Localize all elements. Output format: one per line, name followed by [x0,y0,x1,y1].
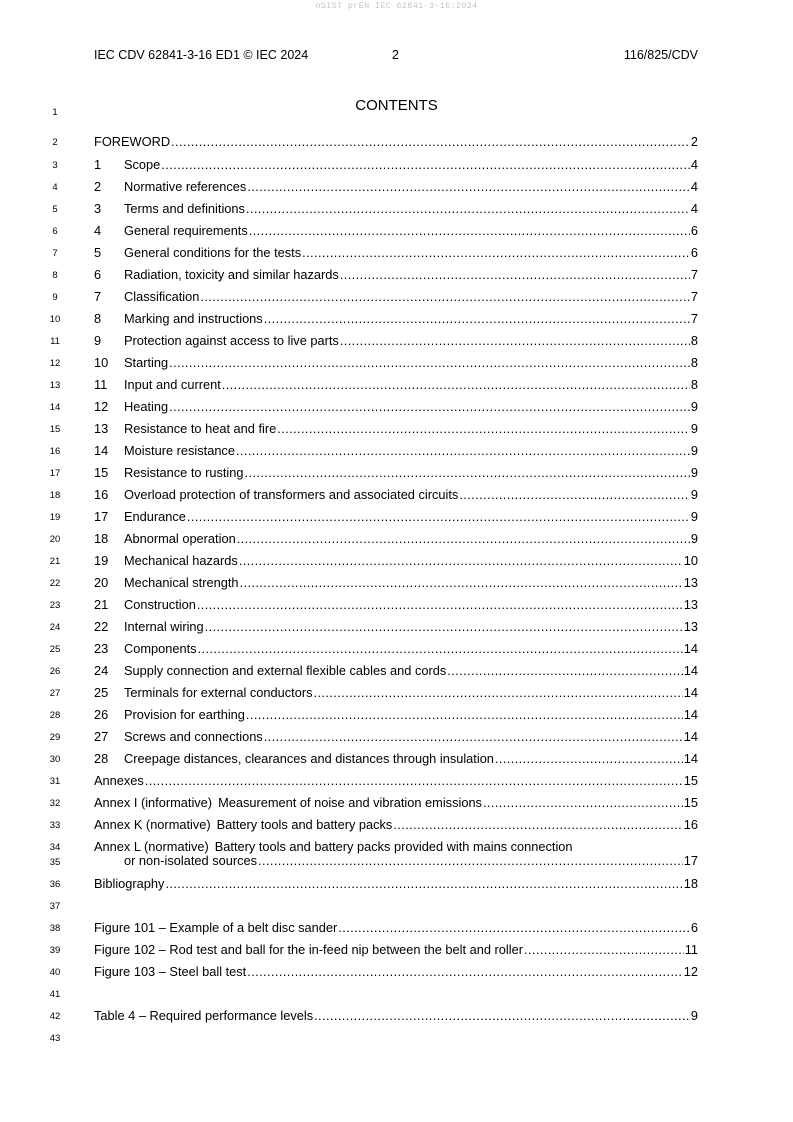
leader-dots [197,597,683,612]
leader-dots [340,333,690,348]
line-number: 10 [49,314,61,325]
toc-entry[interactable] [94,707,698,722]
clause-title: Normative references [124,179,247,194]
header-page-number: 2 [392,48,399,62]
clause-title: Input and current [124,377,221,392]
header-document-code: 116/825/CDV [623,48,698,62]
clause-title: General conditions for the tests [124,245,302,260]
clause-title: Terminals for external conductors [124,685,313,700]
line-number: 12 [49,358,61,369]
line-number: 34 [49,842,61,853]
line-number: 16 [49,446,61,457]
clause-title: Internal wiring [124,619,204,634]
table-title: Table 4 – Required performance levels [94,1008,314,1023]
toc-entry[interactable] [94,575,698,590]
line-number: 36 [49,879,61,890]
line-number: 25 [49,644,61,655]
clause-number: 23 [94,641,109,656]
page-ref: 6 [690,245,698,260]
clause-number: 15 [94,465,109,480]
page-ref: 6 [690,920,698,935]
toc-entry[interactable] [94,355,698,370]
line-number: 9 [52,292,58,303]
toc-entry-annex-l[interactable] [94,839,573,854]
leader-dots [246,707,683,722]
line-number: 2 [52,137,58,148]
line-number: 43 [49,1033,61,1044]
clause-number: 14 [94,443,109,458]
line-number: 41 [49,989,61,1000]
page-ref: 16 [683,817,698,832]
page-ref: 4 [690,157,698,172]
toc-entry[interactable] [94,134,698,149]
page-ref: 14 [683,751,698,766]
clause-title: Construction [124,597,196,612]
line-number: 29 [49,732,61,743]
clause-title: Mechanical hazards [124,553,238,568]
leader-dots [145,773,683,788]
line-number: 20 [49,534,61,545]
annex-label: Annex K (normative) [94,817,211,832]
page-ref: 17 [683,853,698,868]
page-ref: 7 [690,289,698,304]
clause-number: 28 [94,751,109,766]
leader-dots [222,377,690,392]
toc-entry[interactable] [94,223,698,238]
line-number: 14 [49,402,61,413]
page-ref: 12 [683,964,698,979]
toc-entry[interactable] [94,201,698,216]
clause-number: 8 [94,311,102,326]
clause-title: General requirements [124,223,248,238]
line-number: 33 [49,820,61,831]
toc-entry[interactable] [94,421,698,436]
toc-entry-annexes[interactable] [94,773,698,788]
page-ref: 9 [690,443,698,458]
clause-title: Components [124,641,197,656]
clause-number: 7 [94,289,102,304]
page-ref: 9 [690,487,698,502]
toc-entry-annex-k[interactable] [94,817,698,832]
clause-title: Provision for earthing [124,707,245,722]
leader-dots [237,531,690,546]
line-number: 18 [49,490,61,501]
leader-dots [169,399,690,414]
clause-number: 9 [94,333,102,348]
toc-entry[interactable] [94,399,698,414]
clause-number: 20 [94,575,109,590]
toc-entry[interactable] [94,443,698,458]
page-ref: 9 [690,421,698,436]
page-ref: 14 [683,707,698,722]
toc-entry[interactable] [94,641,698,656]
clause-number: 13 [94,421,109,436]
page-ref: 15 [683,795,698,810]
line-number: 22 [49,578,61,589]
header-document-id: IEC CDV 62841-3-16 ED1 © IEC 2024 [94,48,309,62]
clause-title: Supply connection and external flexible cables and cords [124,663,447,678]
clause-number: 27 [94,729,109,744]
clause-title: Endurance [124,509,186,524]
clause-number: 3 [94,201,102,216]
toc-entry-annex-l-continued[interactable] [124,853,698,868]
leader-dots [187,509,690,524]
page-ref: 13 [683,597,698,612]
leader-dots [483,795,683,810]
page-ref: 14 [683,641,698,656]
line-number: 8 [52,270,58,281]
leader-dots [246,201,690,216]
clause-number: 24 [94,663,109,678]
leader-dots [240,575,683,590]
page-ref: 8 [690,333,698,348]
clause-title: Moisture resistance [124,443,235,458]
leader-dots [447,663,683,678]
toc-entry[interactable] [94,509,698,524]
annex-label: Annex L (normative) [94,839,209,854]
toc-entry-figure[interactable] [94,942,698,957]
clause-number: 6 [94,267,102,282]
leader-dots [302,245,690,260]
line-number: 23 [49,600,61,611]
figure-title: Figure 101 – Example of a belt disc sander [94,920,338,935]
toc-entry[interactable] [94,531,698,546]
clause-title: Mechanical strength [124,575,239,590]
toc-entry[interactable] [94,597,698,612]
line-number: 17 [49,468,61,479]
toc-entry[interactable] [94,377,698,392]
line-number: 28 [49,710,61,721]
clause-title: Abnormal operation [124,531,236,546]
toc-entry[interactable] [94,179,698,194]
leader-dots [198,641,683,656]
toc-entry[interactable] [94,487,698,502]
clause-title: Radiation, toxicity and similar hazards [124,267,339,282]
annex-title: Battery tools and battery packs provided with mains connection [214,839,573,854]
clause-title: Creepage distances, clearances and distances through insulation [124,751,494,766]
clause-title: Classification [124,289,200,304]
line-number: 6 [52,226,58,237]
page-ref: 6 [690,223,698,238]
leader-dots [459,487,690,502]
clause-number: 10 [94,355,109,370]
watermark: oSIST prEN IEC 62841-3-16:2024 [315,1,478,11]
clause-number: 1 [94,157,102,172]
clause-title: Overload protection of transformers and associated circuits [124,487,459,502]
bibliography-title: Bibliography [94,876,165,891]
leader-dots [239,553,683,568]
leader-dots [340,267,690,282]
leader-dots [313,685,682,700]
clause-title: Terms and definitions [124,201,245,216]
toc-entry[interactable] [94,333,698,348]
clause-number: 12 [94,399,109,414]
leader-dots [524,942,684,957]
line-number: 7 [52,248,58,259]
toc-entry[interactable] [94,157,698,172]
line-number: 13 [49,380,61,391]
clause-number: 26 [94,707,109,722]
clause-number: 16 [94,487,109,502]
page-ref: 14 [683,663,698,678]
toc-entry[interactable] [94,245,698,260]
toc-entry[interactable] [94,751,698,766]
page-ref: 8 [690,377,698,392]
toc-entry[interactable] [94,553,698,568]
line-number: 39 [49,945,61,956]
annex-title: Measurement of noise and vibration emissions [218,795,482,810]
page-title: CONTENTS [355,97,438,114]
clause-title: Marking and instructions [124,311,263,326]
toc-entry[interactable] [94,619,698,634]
leader-dots [245,465,690,480]
clause-title: Resistance to rusting [124,465,244,480]
annex-title: Battery tools and battery packs [216,817,393,832]
leader-dots [169,355,690,370]
line-number: 40 [49,967,61,978]
line-number: 38 [49,923,61,934]
line-number: 31 [49,776,61,787]
leader-dots [161,157,690,172]
line-number: 24 [49,622,61,633]
leader-dots [393,817,682,832]
clause-title: Screws and connections [124,729,263,744]
line-number: 1 [52,107,58,118]
page-ref: 4 [690,201,698,216]
line-number: 30 [49,754,61,765]
line-number: 15 [49,424,61,435]
clause-number: 17 [94,509,109,524]
clause-number: 22 [94,619,109,634]
leader-dots [247,179,690,194]
line-number: 35 [49,857,61,868]
line-number: 11 [50,336,60,347]
toc-entry[interactable] [94,465,698,480]
line-number: 21 [49,556,61,567]
page-ref: 8 [690,355,698,370]
leader-dots [314,1008,690,1023]
clause-number: 21 [94,597,109,612]
page-ref: 4 [690,179,698,194]
toc-entry-annex-i[interactable] [94,795,698,810]
clause-title: Starting [124,355,169,370]
line-number: 19 [49,512,61,523]
clause-number: 2 [94,179,102,194]
page-ref: 9 [690,509,698,524]
leader-dots [171,134,690,149]
clause-number: 19 [94,553,109,568]
clause-number: 5 [94,245,102,260]
line-number: 3 [52,160,58,171]
clause-title: Protection against access to live parts [124,333,339,348]
page-ref: 14 [683,685,698,700]
leader-dots [236,443,690,458]
toc-entry[interactable] [94,289,698,304]
line-number: 42 [49,1011,61,1022]
figure-title: Figure 103 – Steel ball test [94,964,247,979]
leader-dots [200,289,689,304]
clause-number: 25 [94,685,109,700]
clause-title: Resistance to heat and fire [124,421,277,436]
leader-dots [495,751,683,766]
line-number: 26 [49,666,61,677]
page-ref: 10 [683,553,698,568]
page-ref: 9 [690,531,698,546]
toc-entry-figure[interactable] [94,964,698,979]
toc-entry[interactable] [94,685,698,700]
clause-number: 11 [94,377,108,392]
page-ref: 11 [684,942,698,957]
page-ref: 7 [690,311,698,326]
line-number: 32 [49,798,61,809]
leader-dots [205,619,683,634]
toc-entry[interactable] [94,729,698,744]
toc-entry-figure[interactable] [94,920,698,935]
figure-title: Figure 102 – Rod test and ball for the in-feed nip between the belt and roller [94,942,523,957]
leader-dots [258,853,683,868]
leader-dots [264,311,690,326]
annex-label: Annex I (informative) [94,795,213,810]
page-ref: 15 [683,773,698,788]
clause-number: 18 [94,531,109,546]
page-ref: 18 [683,876,698,891]
leader-dots [249,223,690,238]
clause-title: Scope [124,157,161,172]
leader-dots [247,964,683,979]
clause-title: FOREWORD [94,134,171,149]
line-number: 27 [49,688,61,699]
leader-dots [165,876,682,891]
clause-title: Heating [124,399,169,414]
annexes-title: Annexes [94,773,144,788]
toc-entry[interactable] [94,267,698,282]
leader-dots [264,729,683,744]
page-ref: 9 [690,1008,698,1023]
line-number: 37 [49,901,61,912]
leader-dots [277,421,690,436]
toc-entry[interactable] [94,311,698,326]
annex-title-continued: or non-isolated sources [124,853,258,868]
page-ref: 7 [690,267,698,282]
clause-number: 4 [94,223,102,238]
leader-dots [338,920,690,935]
page-ref: 9 [690,465,698,480]
toc-entry-bibliography[interactable] [94,876,698,891]
page-ref: 2 [690,134,698,149]
toc-entry-table[interactable] [94,1008,698,1023]
line-number: 4 [52,182,58,193]
page-ref: 14 [683,729,698,744]
page-ref: 13 [683,575,698,590]
page-ref: 13 [683,619,698,634]
line-number: 5 [52,204,58,215]
page-ref: 9 [690,399,698,414]
toc-entry[interactable] [94,663,698,678]
